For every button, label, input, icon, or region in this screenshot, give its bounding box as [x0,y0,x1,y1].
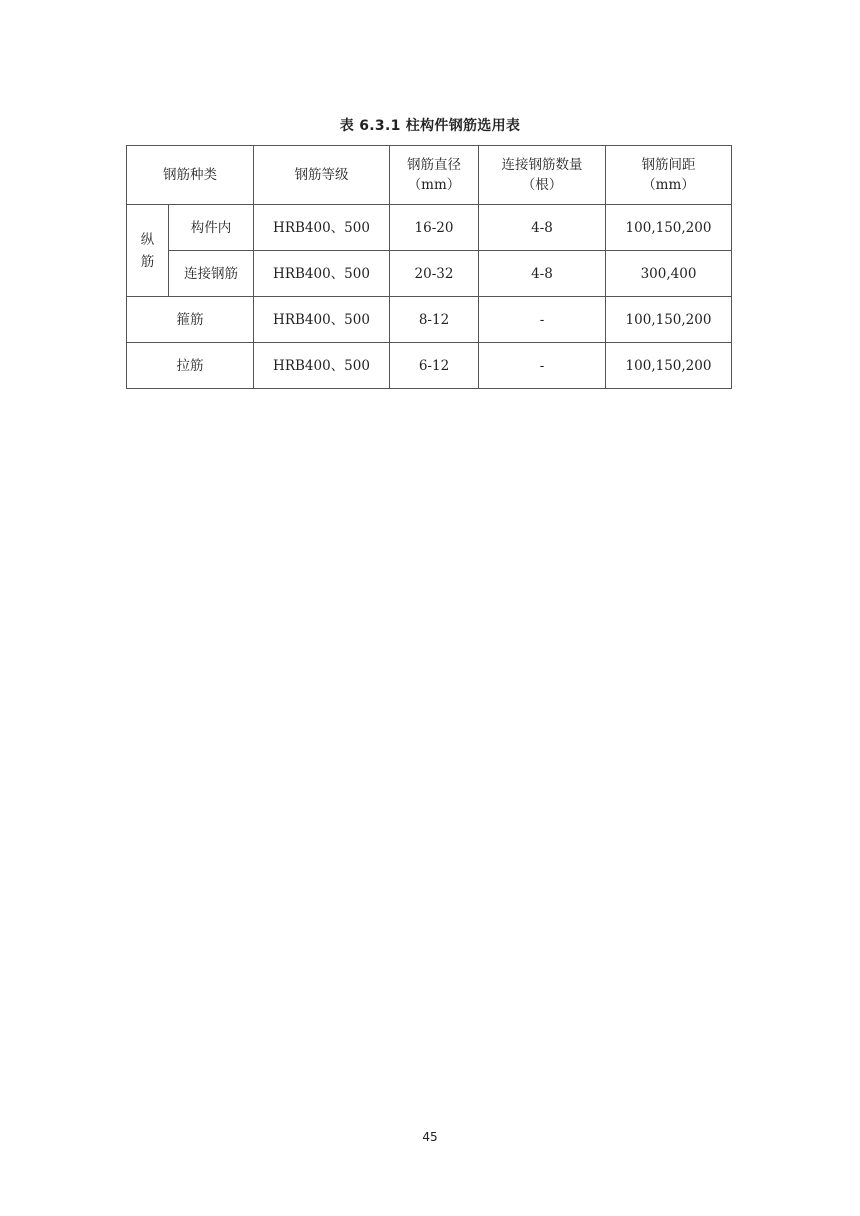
header-diameter-line1: 钢筋直径 [407,157,461,173]
header-type: 钢筋种类 [127,146,254,205]
cell-count: - [479,343,606,389]
cell-type: 箍筋 [127,297,254,343]
page-number: 45 [422,1130,438,1144]
group-label-char: 筋 [140,253,155,270]
group-label-char: 纵 [140,231,155,248]
cell-diameter: 16-20 [390,205,479,251]
cell-type: 构件内 [169,205,254,251]
header-spacing-line1: 钢筋间距 [641,157,696,173]
header-grade: 钢筋等级 [254,146,390,205]
table-row [127,205,732,251]
cell-count: 4-8 [479,251,606,297]
header-count-line2: （根） [521,177,563,193]
cell-spacing: 100,150,200 [606,297,732,343]
header-count-line1: 连接钢筋数量 [501,157,583,173]
header-spacing [606,146,732,205]
cell-spacing: 100,150,200 [606,343,732,389]
cell-diameter: 6-12 [390,343,479,389]
table-caption: 表 6.3.1 柱构件钢筋选用表 [339,118,521,134]
header-diameter-line2: （mm） [407,177,461,193]
cell-grade: HRB400、500 [254,297,390,343]
cell-spacing: 300,400 [606,251,732,297]
cell-type: 连接钢筋 [169,251,254,297]
header-spacing-line2: （mm） [642,177,695,193]
cell-grade: HRB400、500 [254,205,390,251]
cell-diameter: 8-12 [390,297,479,343]
cell-grade: HRB400、500 [254,343,390,389]
cell-count: 4-8 [479,205,606,251]
group-label-longitudinal [127,205,169,297]
table-row [127,297,732,343]
cell-diameter: 20-32 [390,251,479,297]
cell-spacing: 100,150,200 [606,205,732,251]
table-row [127,343,732,389]
header-diameter [390,146,479,205]
table-header-row [127,146,732,205]
table-row [127,251,732,297]
cell-type: 拉筋 [127,343,254,389]
cell-count: - [479,297,606,343]
header-count [479,146,606,205]
rebar-selection-table [126,145,732,389]
cell-grade: HRB400、500 [254,251,390,297]
